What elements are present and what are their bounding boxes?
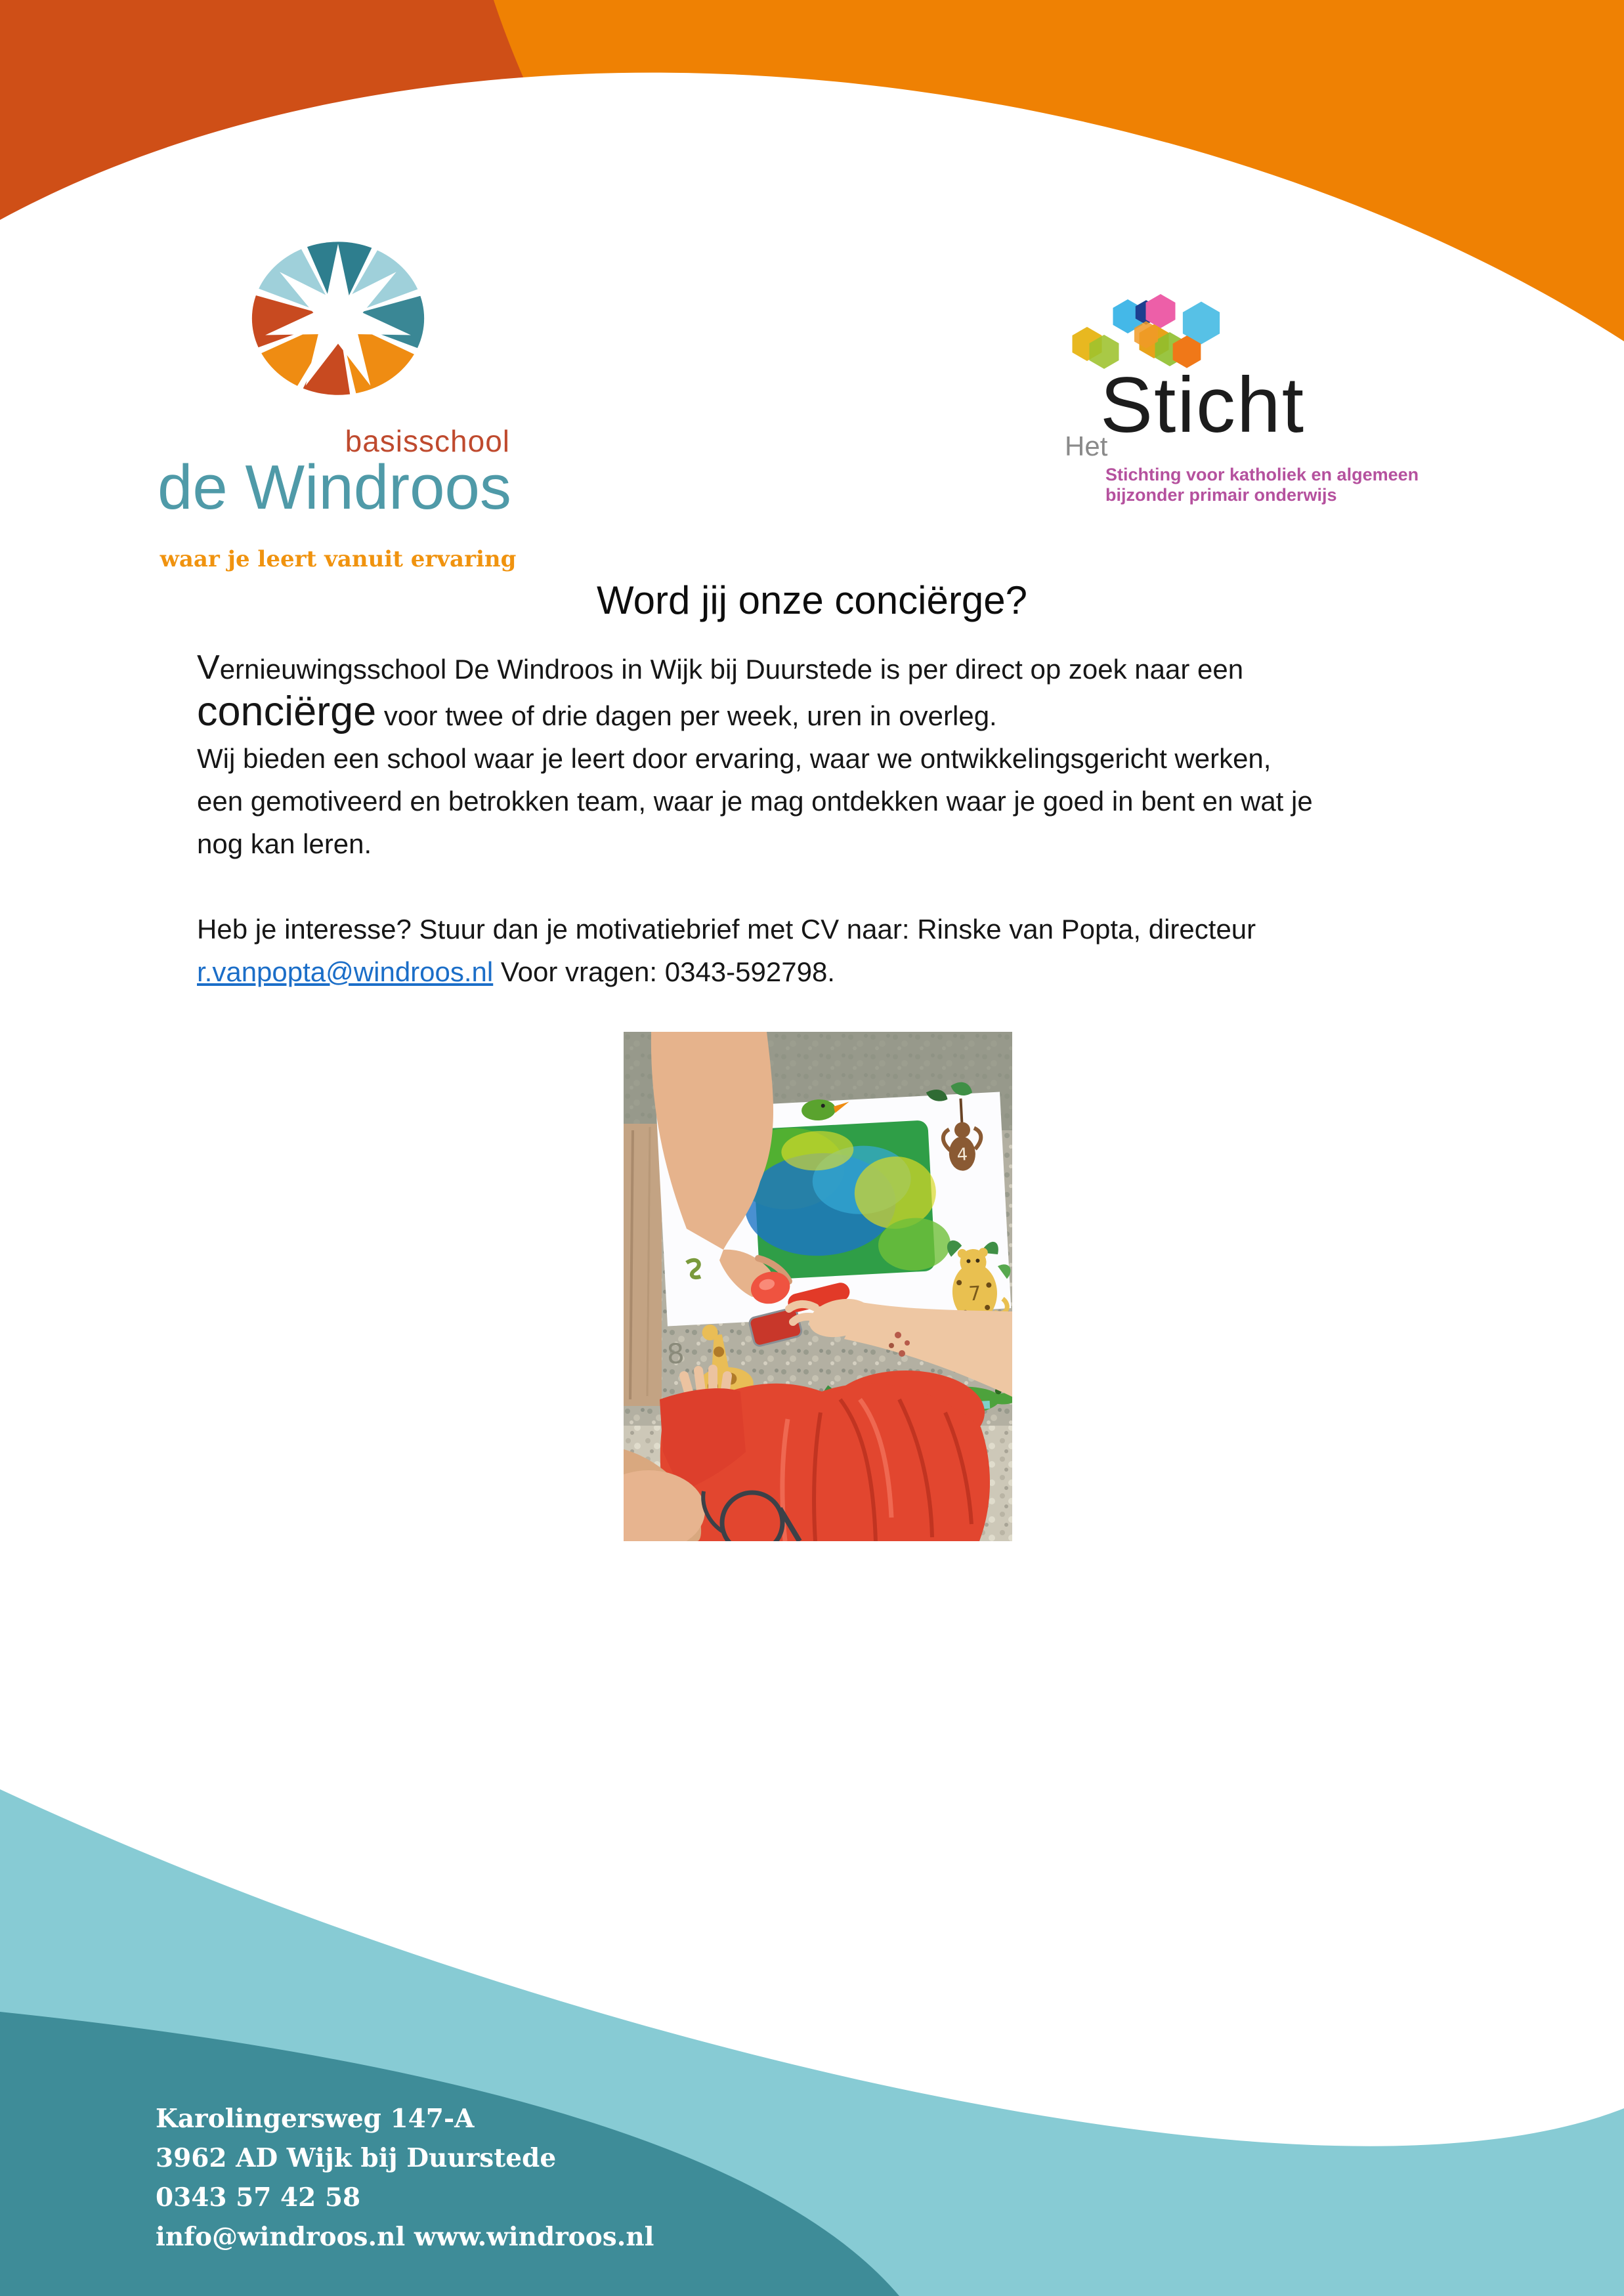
para2-line2-rest: Voor vragen: 0343-592798. — [493, 956, 835, 987]
sticht-name-label: Sticht — [1100, 361, 1306, 449]
child-painting-photo — [624, 1032, 1012, 1541]
para1-line3: Wij bieden een school waar je leert door ervaring, waar we ontwikkelingsgericht werken, — [197, 743, 1271, 774]
paragraph-gap — [197, 865, 1444, 908]
para1-line2-rest: voor twee of drie dagen per week, uren in overleg. — [376, 700, 997, 731]
page-title: Word jij onze conciërge? — [597, 578, 1027, 622]
sticht-het-label: Het — [1065, 431, 1108, 461]
email-link[interactable]: r.vanpopta@windroos.nl — [197, 956, 494, 987]
concierge-big-word: conciërge — [197, 689, 377, 734]
para1-line4: een gemotiveerd en betrokken team, waar je mag ontdekken waar je goed in bent en wat je — [197, 786, 1313, 817]
mat-number-monkey: 4 — [956, 1145, 969, 1166]
footer-email-web: info@windroos.nl www.windroos.nl — [156, 2222, 654, 2252]
windroos-tagline: waar je leert vanuit ervaring — [160, 546, 517, 572]
sticht-tagline — [1105, 465, 1419, 505]
footer-address-line2: 3962 AD Wijk bij Duurstede — [156, 2143, 557, 2173]
windroos-school-name: de Windroos — [158, 452, 511, 522]
para2-line1: Heb je interesse? Stuur dan je motivatiebrief met CV naar: Rinske van Popta, directeur — [197, 914, 1256, 945]
windroos-star-icon — [249, 240, 427, 401]
windroos-logo — [158, 230, 519, 578]
para2-line2 — [197, 950, 1444, 993]
mat-number-giraffe: 8 — [666, 1337, 685, 1371]
sticht-tagline-line2: bijzonder primair onderwijs — [1105, 485, 1337, 505]
footer-address-line1: Karolingersweg 147-A — [156, 2104, 475, 2134]
body-text — [197, 647, 1444, 993]
sticht-logo — [1050, 289, 1419, 519]
sticht-tagline-line1: Stichting voor katholiek en algemeen — [1105, 465, 1419, 484]
windroos-basisschool-label: basisschool — [345, 424, 510, 458]
para1-line1: Vernieuwingsschool De Windroos in Wijk bij Duurstede is per direct op zoek naar een — [197, 648, 1244, 687]
footer-contact-block — [156, 2099, 654, 2257]
footer-phone: 0343 57 42 58 — [156, 2182, 361, 2213]
mat-number-leopard: 7 — [968, 1282, 982, 1306]
para1-line5: nog kan leren. — [197, 828, 372, 859]
para1-line2 — [197, 691, 1444, 737]
